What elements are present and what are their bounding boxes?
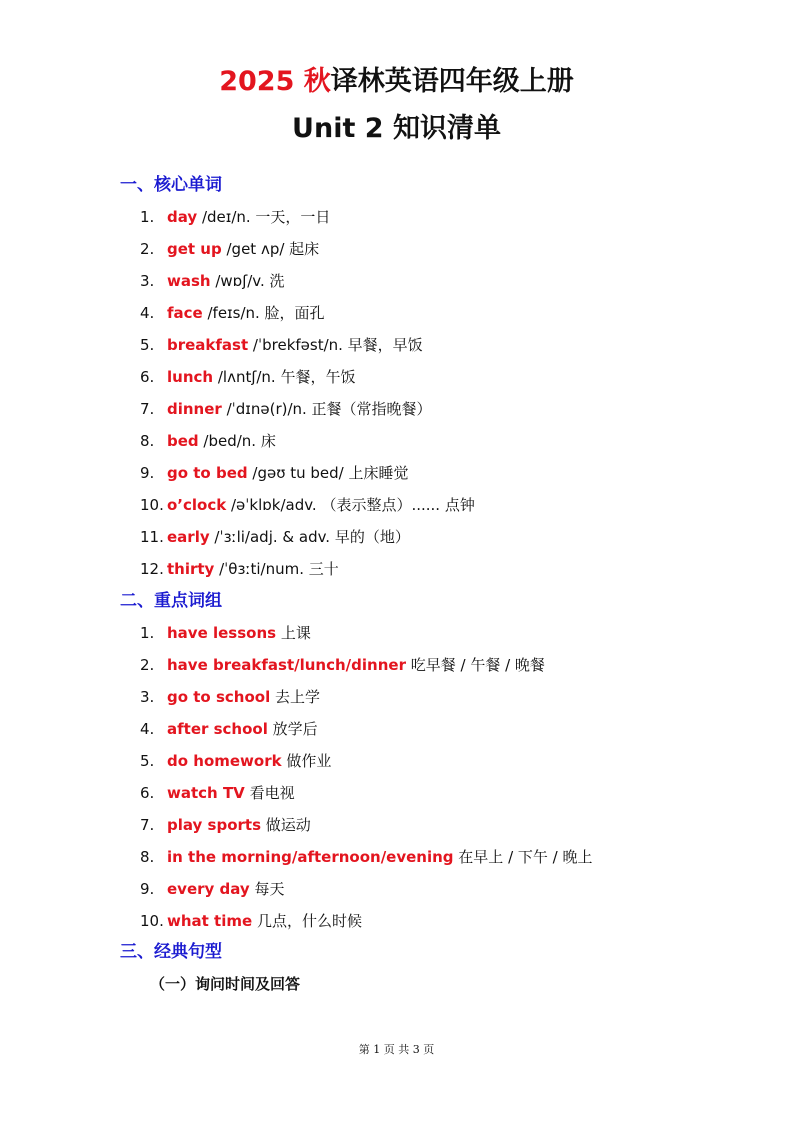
item-number: 5.	[140, 752, 155, 770]
item-number: 2.	[140, 240, 155, 258]
item-meaning: 去上学	[270, 688, 320, 706]
item-word: bed	[167, 432, 199, 450]
list-item	[140, 398, 432, 420]
item-number: 7.	[140, 400, 155, 418]
item-detail: /wɒʃ/v. 洗	[210, 272, 285, 290]
list-item	[140, 654, 545, 676]
item-number: 10.	[140, 912, 164, 930]
list-item	[140, 878, 284, 900]
item-meaning: 做作业	[281, 752, 332, 770]
title-year-season: 2025 秋	[219, 66, 331, 97]
item-detail: /ˈdɪnə(r)/n. 正餐（常指晚餐）	[221, 400, 432, 418]
item-meaning: 上课	[276, 624, 311, 642]
list-item	[140, 846, 592, 868]
item-word: breakfast	[167, 336, 249, 354]
section-heading-core-words: 一、核心单词	[120, 175, 222, 195]
item-detail: /lʌntʃ/n. 午餐，午饭	[213, 368, 356, 386]
item-meaning: 几点，什么时候	[252, 912, 362, 930]
item-detail: /ˈθɜːti/num. 三十	[214, 560, 339, 578]
item-word: wash	[167, 272, 211, 290]
item-number: 3.	[140, 688, 155, 706]
list-item	[140, 334, 423, 356]
item-number: 6.	[140, 784, 155, 802]
item-meaning: 放学后	[267, 720, 318, 738]
section-heading-key-phrases: 二、重点词组	[120, 591, 222, 611]
item-number: 9.	[140, 464, 155, 482]
list-item	[140, 718, 318, 740]
item-number: 7.	[140, 816, 155, 834]
item-number: 11.	[140, 528, 164, 546]
item-number: 6.	[140, 368, 155, 386]
item-word: dinner	[167, 400, 222, 418]
list-item	[140, 558, 339, 580]
item-detail: /deɪ/n. 一天，一日	[197, 208, 331, 226]
item-detail: /bed/n. 床	[198, 432, 276, 450]
list-item	[140, 750, 331, 772]
list-item	[140, 206, 330, 228]
item-word: go to bed	[167, 464, 248, 482]
item-number: 4.	[140, 720, 155, 738]
list-item	[140, 366, 355, 388]
item-phrase: do homework	[167, 752, 282, 770]
item-phrase: after school	[167, 720, 268, 738]
section-heading-sentence-patterns: 三、经典句型	[120, 942, 222, 962]
list-item	[140, 622, 311, 644]
list-item	[140, 430, 276, 452]
item-number: 9.	[140, 880, 155, 898]
unit-title: Unit 2 知识清单	[292, 113, 501, 144]
item-number: 2.	[140, 656, 155, 674]
item-detail: /ˈbrekfəst/n. 早餐，早饭	[248, 336, 423, 354]
list-item	[140, 782, 295, 804]
item-number: 8.	[140, 848, 155, 866]
item-number: 5.	[140, 336, 155, 354]
item-phrase: what time	[167, 912, 253, 930]
item-word: lunch	[167, 368, 214, 386]
item-number: 8.	[140, 432, 155, 450]
item-phrase: go to school	[167, 688, 271, 706]
item-detail: /get ʌp/ 起床	[221, 240, 320, 258]
item-word: o’clock	[167, 496, 227, 514]
item-number: 10.	[140, 496, 164, 514]
list-item	[140, 494, 475, 516]
item-number: 12.	[140, 560, 164, 578]
subsection-heading-asking-time: （一）询问时间及回答	[150, 975, 301, 993]
list-item	[140, 270, 285, 292]
item-detail: /ˈɜːli/adj. & adv. 早的（地）	[209, 528, 410, 546]
title-text: 译林英语四年级上册	[330, 66, 574, 97]
item-meaning: 吃早餐 / 午餐 / 晚餐	[405, 656, 545, 674]
item-detail: /feɪs/n. 脸，面孔	[202, 304, 325, 322]
item-meaning: 在早上 / 下午 / 晚上	[453, 848, 593, 866]
item-phrase: have breakfast/lunch/dinner	[167, 656, 406, 674]
item-word: get up	[167, 240, 222, 258]
item-detail: /əˈklɒk/adv. （表示整点）...... 点钟	[226, 496, 475, 514]
page-footer: 第 1 页 共 3 页	[358, 1043, 435, 1056]
item-meaning: 每天	[249, 880, 285, 898]
list-item	[140, 238, 319, 260]
document-title	[0, 64, 793, 100]
item-number: 1.	[140, 208, 155, 226]
item-number: 4.	[140, 304, 155, 322]
item-meaning: 做运动	[261, 816, 311, 834]
item-number: 3.	[140, 272, 155, 290]
list-item	[140, 302, 325, 324]
item-phrase: every day	[167, 880, 250, 898]
item-detail: /gəʊ tu bed/ 上床睡觉	[247, 464, 409, 482]
list-item	[140, 910, 362, 932]
list-item	[140, 686, 320, 708]
item-number: 1.	[140, 624, 155, 642]
item-phrase: play sports	[167, 816, 262, 834]
item-phrase: have lessons	[167, 624, 277, 642]
item-phrase: in the morning/afternoon/evening	[167, 848, 454, 866]
item-meaning: 看电视	[244, 784, 295, 802]
item-word: thirty	[167, 560, 215, 578]
list-item	[140, 814, 311, 836]
item-word: early	[167, 528, 210, 546]
list-item	[140, 526, 410, 548]
item-word: face	[167, 304, 203, 322]
list-item	[140, 462, 408, 484]
item-phrase: watch TV	[167, 784, 245, 802]
item-word: day	[167, 208, 198, 226]
